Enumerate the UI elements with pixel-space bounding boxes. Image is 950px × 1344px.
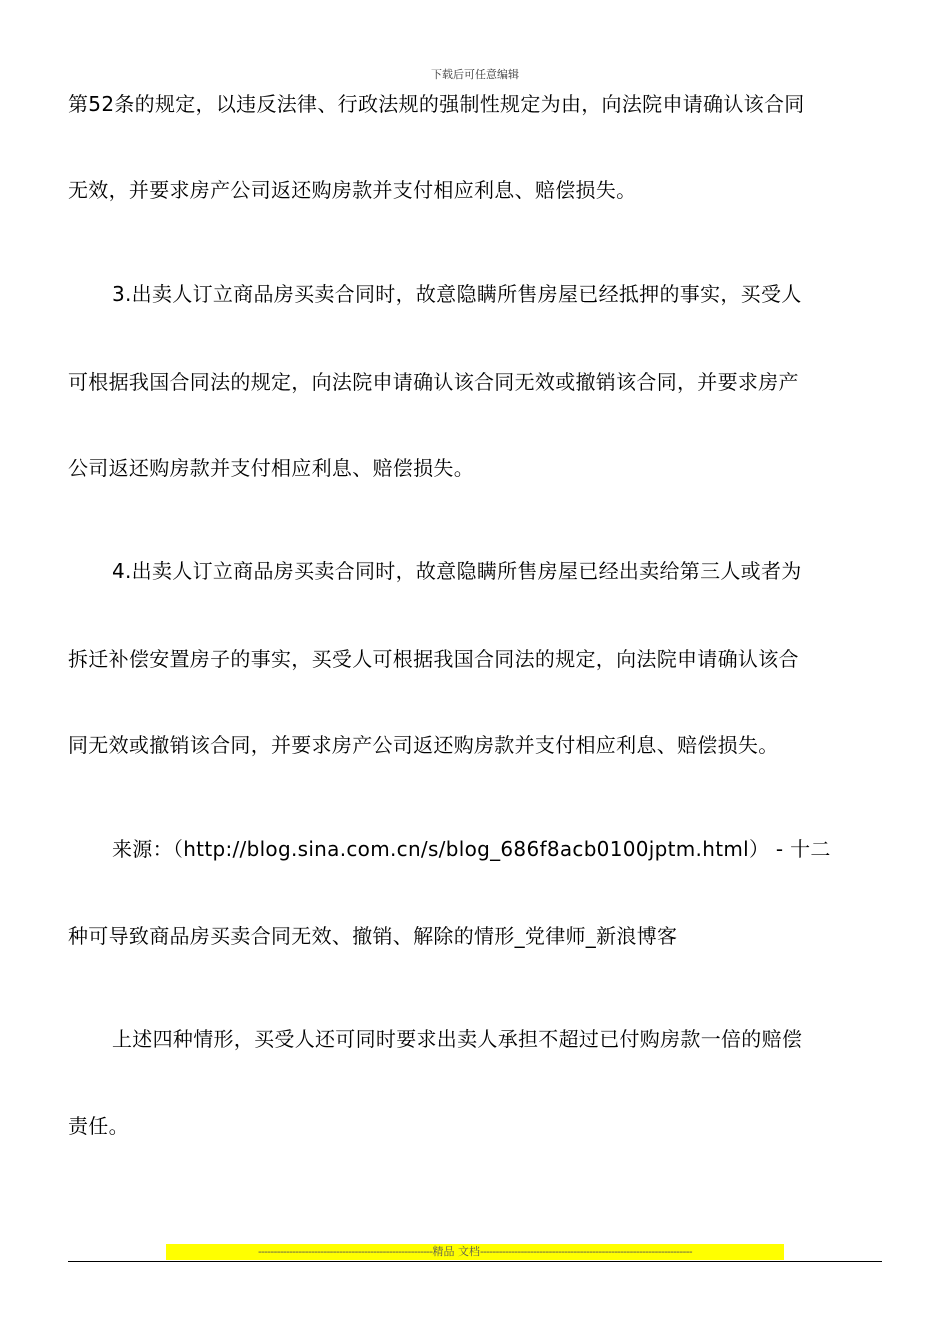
paragraph-line: 上述四种情形，买受人还可同时要求出卖人承担不超过已付购房款一倍的赔偿 bbox=[112, 1027, 803, 1051]
header-note: 下载后可任意编辑 bbox=[431, 68, 519, 81]
paragraph-line: 责任。 bbox=[68, 1114, 129, 1138]
source-line: 来源：（http://blog.sina.com.cn/s/blog_686f8acb0100jptm.html） - 十二 bbox=[112, 837, 831, 861]
paragraph-line: 可根据我国合同法的规定，向法院申请确认该合同无效或撤销该合同，并要求房产 bbox=[68, 370, 799, 394]
paragraph-line: 公司返还购房款并支付相应利息、赔偿损失。 bbox=[68, 456, 474, 480]
paragraph-line: 同无效或撤销该合同，并要求房产公司返还购房款并支付相应利息、赔偿损失。 bbox=[68, 733, 779, 757]
paragraph-line: 4.出卖人订立商品房买卖合同时，故意隐瞒所售房屋已经出卖给第三人或者为 bbox=[112, 559, 802, 583]
footer-dashes-left: -------------------------------------------------------- bbox=[258, 1245, 433, 1258]
paragraph-line: 无效，并要求房产公司返还购房款并支付相应利息、赔偿损失。 bbox=[68, 178, 637, 202]
footer-dashes-right: -------------------------------------------------------------------- bbox=[480, 1245, 692, 1258]
paragraph-line: 第52条的规定，以违反法律、行政法规的强制性规定为由，向法院申请确认该合同 bbox=[68, 92, 805, 116]
paragraph-line: 3.出卖人订立商品房买卖合同时，故意隐瞒所售房屋已经抵押的事实，买受人 bbox=[112, 282, 802, 306]
source-title-line: 种可导致商品房买卖合同无效、撤销、解除的情形_党律师_新浪博客 bbox=[68, 924, 678, 948]
paragraph-line: 拆迁补偿安置房子的事实，买受人可根据我国合同法的规定，向法院申请确认该合 bbox=[68, 647, 799, 671]
footer-label: 精品 文档 bbox=[432, 1245, 481, 1258]
footer-rule bbox=[68, 1261, 882, 1262]
footer-watermark bbox=[166, 1244, 784, 1260]
